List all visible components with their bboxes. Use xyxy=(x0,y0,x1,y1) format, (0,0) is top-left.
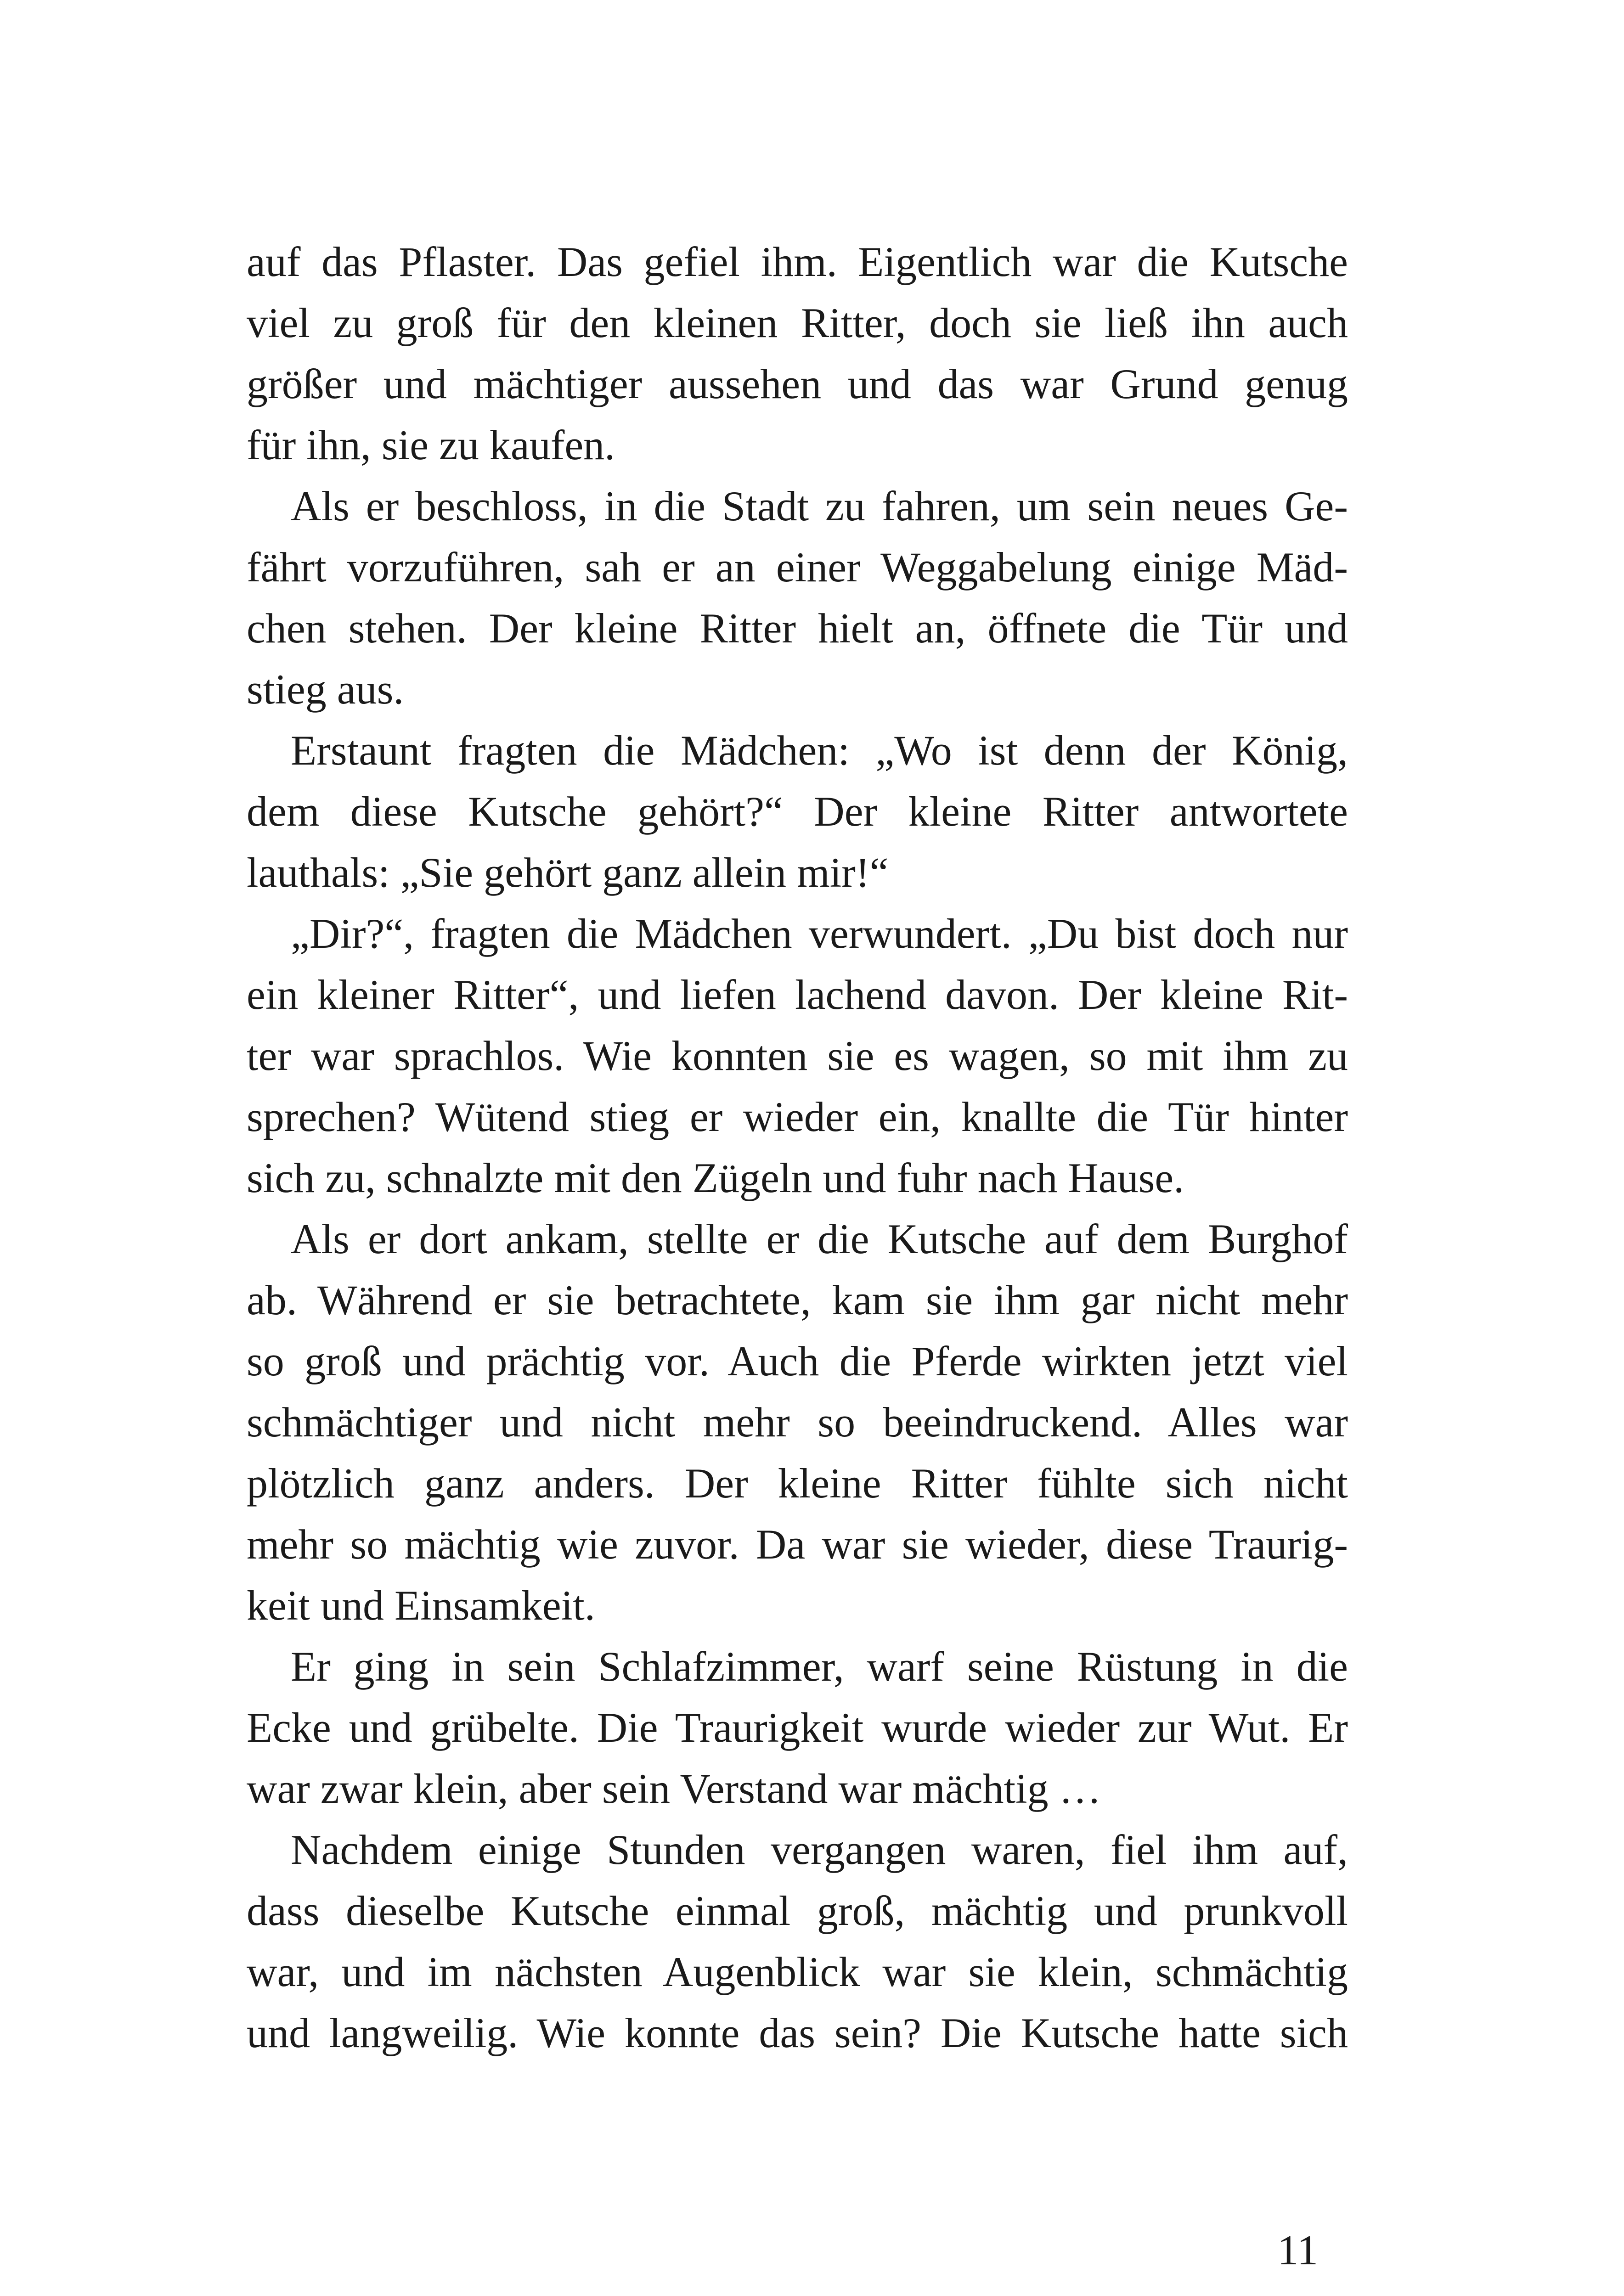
text-line: so groß und prächtig vor. Auch die Pferde wirkten jetzt viel xyxy=(247,1338,1348,1384)
text-line: sich zu, schnalzte mit den Zügeln und fuhr nach Hause. xyxy=(247,1154,1184,1201)
text-line: sprechen? Wütend stieg er wieder ein, knallte die Tür hinter xyxy=(247,1093,1348,1140)
text-line: war, und im nächsten Augenblick war sie klein, schmächtig xyxy=(247,1948,1348,1995)
text-line: ein kleiner Ritter“, und liefen lachend davon. Der kleine Rit- xyxy=(247,971,1348,1018)
text-line: Ecke und grübelte. Die Traurigkeit wurde wieder zur Wut. Er xyxy=(247,1704,1348,1751)
text-line: Nachdem einige Stunden vergangen waren, fiel ihm auf, xyxy=(291,1826,1348,1873)
page-number: 11 xyxy=(1277,2227,1318,2273)
text-line: Erstaunt fragten die Mädchen: „Wo ist denn der König, xyxy=(291,727,1348,774)
text-line: keit und Einsamkeit. xyxy=(247,1582,595,1629)
text-line: Er ging in sein Schlafzimmer, warf seine Rüstung in die xyxy=(291,1643,1348,1690)
text-line: stieg aus. xyxy=(247,666,404,713)
text-line: Als er dort ankam, stellte er die Kutsche auf dem Burghof xyxy=(291,1216,1348,1262)
text-line: für ihn, sie zu kaufen. xyxy=(247,422,615,468)
text-line: dem diese Kutsche gehört?“ Der kleine Ritter antwortete xyxy=(247,788,1348,835)
text-line: war zwar klein, aber sein Verstand war mächtig … xyxy=(247,1765,1101,1812)
text-line: Als er beschloss, in die Stadt zu fahren, um sein neues Ge- xyxy=(291,483,1348,529)
text-line: chen stehen. Der kleine Ritter hielt an, öffnete die Tür und xyxy=(247,605,1348,652)
text-line: viel zu groß für den kleinen Ritter, doch sie ließ ihn auch xyxy=(247,299,1348,346)
text-line: größer und mächtiger aussehen und das war Grund genug xyxy=(247,360,1348,407)
text-line: dass dieselbe Kutsche einmal groß, mächtig und prunkvoll xyxy=(247,1887,1348,1934)
text-line: und langweilig. Wie konnte das sein? Die Kutsche hatte sich xyxy=(247,2009,1348,2056)
text-line: ter war sprachlos. Wie konnten sie es wagen, so mit ihm zu xyxy=(247,1032,1348,1079)
text-line: schmächtiger und nicht mehr so beeindruckend. Alles war xyxy=(247,1399,1348,1446)
text-line: „Dir?“, fragten die Mädchen verwundert. „Du bist doch nur xyxy=(291,910,1348,957)
text-line: ab. Während er sie betrachtete, kam sie ihm gar nicht mehr xyxy=(247,1277,1348,1323)
text-line: fährt vorzuführen, sah er an einer Weggabelung einige Mäd- xyxy=(247,544,1348,591)
text-line: mehr so mächtig wie zuvor. Da war sie wieder, diese Traurig- xyxy=(247,1521,1348,1568)
text-line: auf das Pflaster. Das gefiel ihm. Eigentlich war die Kutsche xyxy=(247,238,1348,285)
text-line: lauthals: „Sie gehört ganz allein mir!“ xyxy=(247,849,889,896)
text-line: plötzlich ganz anders. Der kleine Ritter fühlte sich nicht xyxy=(247,1460,1348,1507)
